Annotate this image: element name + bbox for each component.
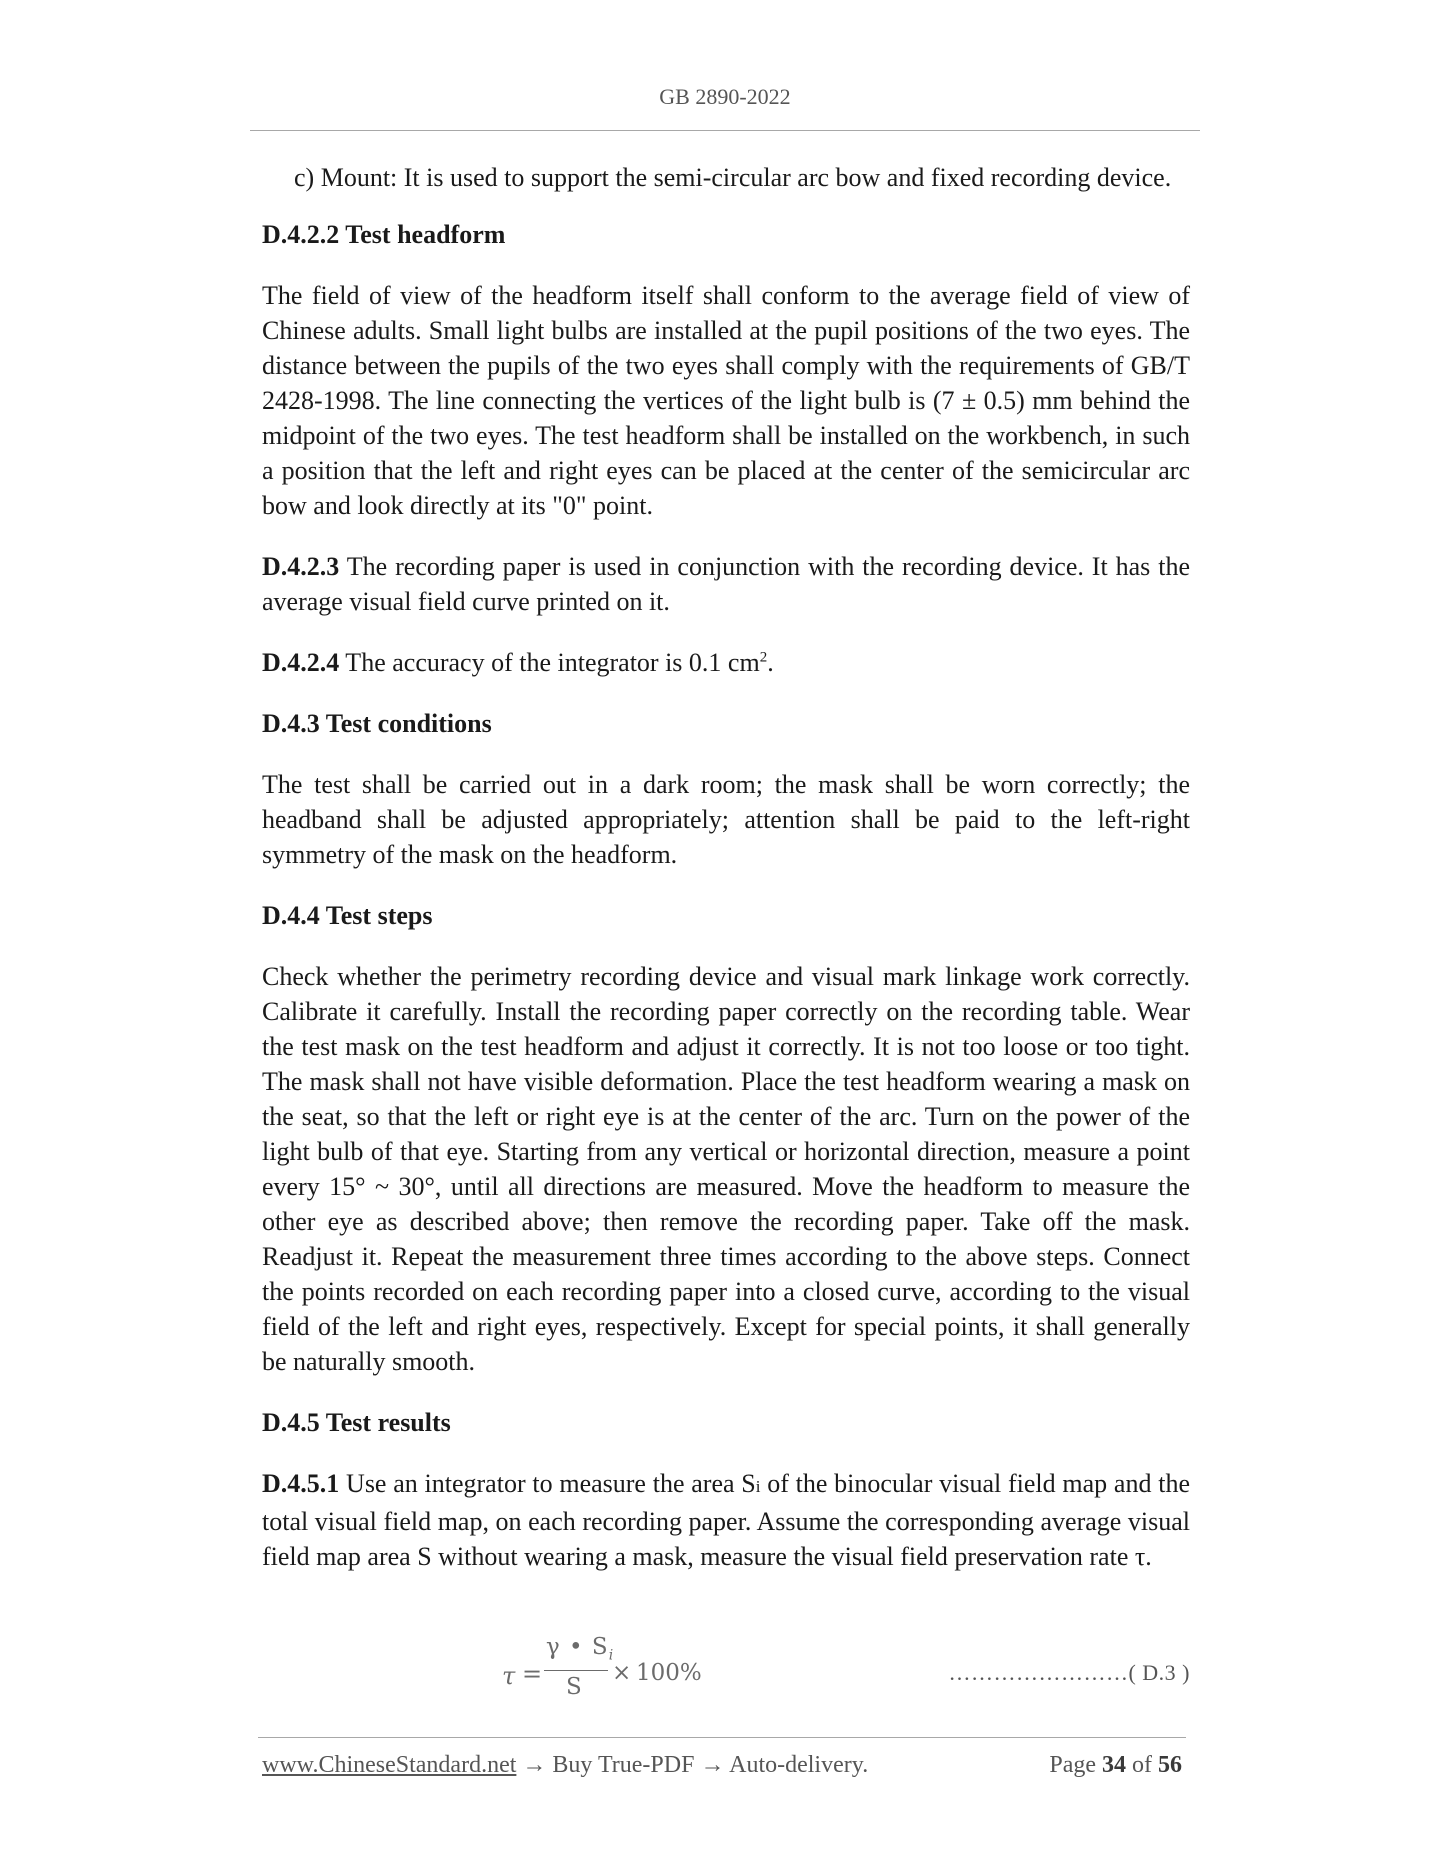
page-indicator [1049, 1752, 1182, 1779]
page-number: 34 [1102, 1752, 1126, 1778]
page-of: of [1126, 1752, 1158, 1778]
clause-text-d4-2-3: The recording paper is used in conjunction with the recording device. It has the average visual field curve printed on it. [262, 552, 1190, 616]
superscript-squared: 2 [759, 649, 768, 666]
section-heading-test-conditions: D.4.3 Test conditions [262, 709, 492, 738]
clause-text-d4-2-4: The accuracy of the integrator is 0.1 cm [339, 648, 760, 677]
paragraph-test-headform: The field of view of the headform itself shall conform to the average field of view of Chinese adults. Small light bulbs are installed at the pupil positions of the two eyes. The distance between the pupils of the two eyes shall comply with the requirements of GB/T 2428-1998. The line connecting the vertices of the light bulb is (7 ± 0.5) mm behind the midpoint of the two eyes. The test headform shall be installed on the workbench, in such a position that the left and right eyes can be placed at the center of the semicircular arc bow and look directly at its "0" point. [262, 281, 1190, 520]
footer-divider [258, 1737, 1186, 1738]
footer-tagline: → Buy True-PDF → Auto-delivery. [516, 1752, 869, 1778]
equation-numerator-text: γ • S [546, 1634, 609, 1660]
equation-percent: 100% [636, 1660, 702, 1686]
section-heading-test-steps: D.4.4 Test steps [262, 901, 433, 930]
page-footer [262, 1752, 1182, 1779]
clause-end-d4-2-4: . [767, 648, 774, 677]
page-total: 56 [1158, 1752, 1182, 1778]
equation-equals: = [522, 1660, 543, 1688]
equation-numerator-sub: i [608, 1647, 615, 1664]
subscript-i: i [755, 1477, 761, 1496]
paragraph-test-conditions: The test shall be carried out in a dark room; the mask shall be worn correctly; the headband shall be adjusted appropriately; attention shall be paid to the left-right symmetry of the mask on the headform. [262, 770, 1190, 869]
header-title: GB 2890-2022 [659, 84, 791, 109]
list-item-mount: c) Mount: It is used to support the semi-circular arc bow and fixed recording device. [294, 163, 1172, 192]
section-heading-test-headform: D.4.2.2 Test headform [262, 220, 506, 249]
website-link[interactable]: www.ChineseStandard.net [262, 1752, 517, 1778]
equation-d3 [262, 1632, 1190, 1712]
clause-text-d4-5-1-b: of the binocular visual field map and the total visual field map, on each recording paper. Assume the corresponding average visual field map area S without wearing a mask, measure the visual field preservation rate τ. [262, 1469, 1190, 1571]
equation-numerator [546, 1634, 614, 1664]
document-body [262, 160, 1190, 1600]
equation-times: × [612, 1660, 632, 1686]
clause-label-d4-5-1: D.4.5.1 [262, 1469, 340, 1498]
page-prefix: Page [1049, 1752, 1102, 1778]
clause-text-d4-5-1-a: Use an integrator to measure the area S [339, 1469, 756, 1498]
clause-label-d4-2-4: D.4.2.4 [262, 648, 340, 677]
paragraph-recording-paper [262, 549, 1190, 619]
fraction-bar [544, 1670, 608, 1671]
clause-label-d4-2-3: D.4.2.3 [262, 552, 340, 581]
equation-number: ……………………( D.3 ) [948, 1660, 1190, 1685]
paragraph-test-steps: Check whether the perimetry recording device and visual mark linkage work correctly. Calibrate it carefully. Install the recording paper correctly on the recording table. Wear the test mask on the test headform and adjust it correctly. It is not too loose or too tight. The mask shall not have visible deformation. Place the test headform wearing a mask on the seat, so that the left or right eye is at the center of the arc. Turn on the power of the light bulb of that eye. Starting from any vertical or horizontal direction, measure a point every 15° ~ 30°, until all directions are measured. Move the headform to measure the other eye as described above; then remove the recording paper. Take off the mask. Readjust it. Repeat the measurement three times according to the above steps. Connect the points recorded on each recording paper into a closed curve, according to the visual field of the left and right eyes, respectively. Except for special points, it shall generally be naturally smooth. [262, 962, 1190, 1376]
paragraph-integrator-accuracy [262, 645, 1190, 680]
section-heading-test-results: D.4.5 Test results [262, 1408, 451, 1437]
paragraph-results-integrator [262, 1466, 1190, 1574]
header-divider [250, 130, 1200, 131]
equation-formula [502, 1632, 762, 1712]
page-header [250, 84, 1200, 110]
equation-denominator: S [566, 1674, 582, 1700]
equation-lhs: τ [502, 1662, 516, 1690]
